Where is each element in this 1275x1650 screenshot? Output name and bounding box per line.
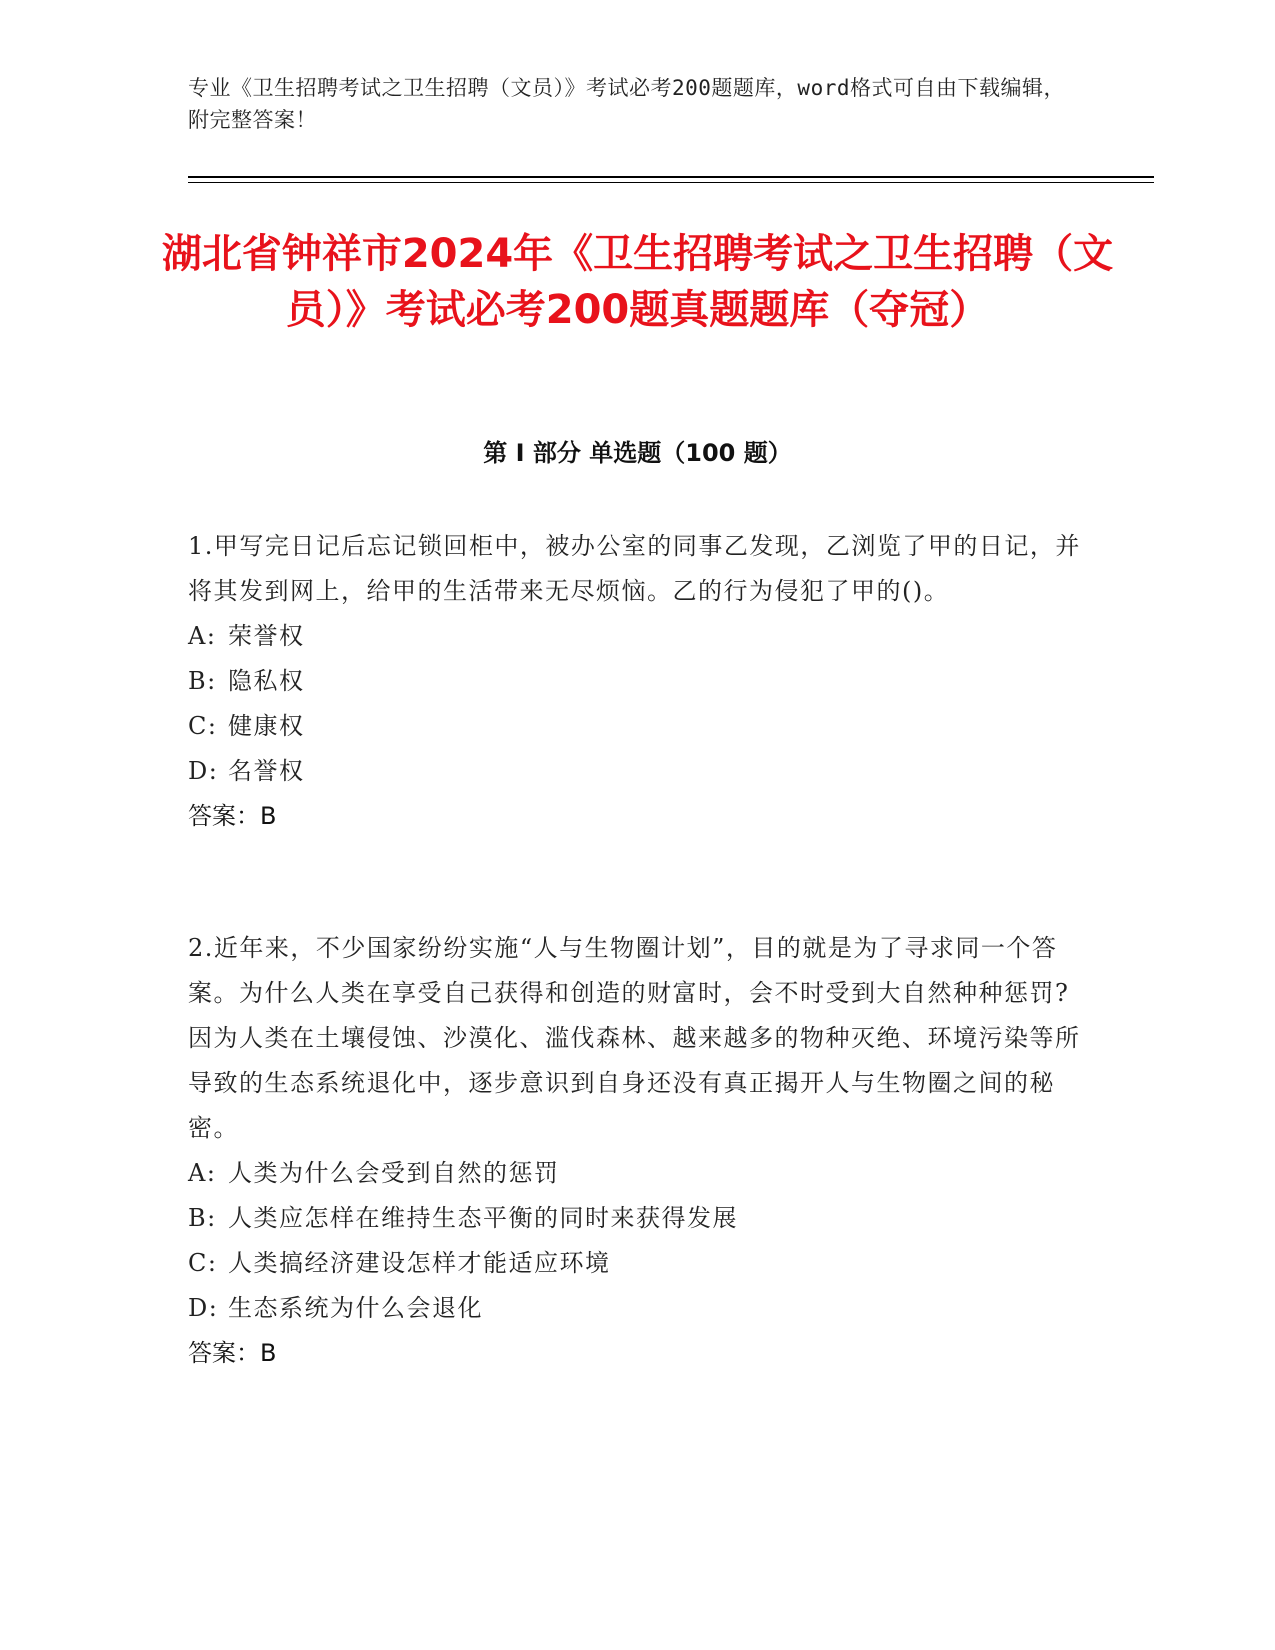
option-text: 人类应怎样在维持生态平衡的同时来获得发展 [228, 1204, 738, 1232]
question-stem: 1.甲写完日记后忘记锁回柜中，被办公室的同事乙发现，乙浏览了甲的日记，并将其发到网上，给甲的生活带来无尽烦恼。乙的行为侵犯了甲的()。 [188, 532, 1081, 605]
header-divider-thin [188, 182, 1154, 183]
section-title: 第 I 部分 单选题（100 题） [483, 439, 792, 467]
option-text: 健康权 [228, 712, 305, 740]
option-key: C: [188, 1249, 218, 1277]
option-key: A: [188, 1159, 217, 1187]
option-text: 隐私权 [228, 667, 305, 695]
header-note: 专业《卫生招聘考试之卫生招聘（文员）》考试必考200题题库，word格式可自由下载编辑，附完整答案！ [188, 76, 1065, 132]
option-key: D: [188, 757, 219, 785]
option-key: B: [188, 1204, 217, 1232]
option-text: 荣誉权 [228, 622, 305, 650]
option-key: D: [188, 1294, 219, 1322]
answer-line: 答案：B [188, 1339, 277, 1367]
option-text: 生态系统为什么会退化 [228, 1294, 483, 1322]
option-key: C: [188, 712, 218, 740]
option-d [188, 749, 1088, 794]
answer-line: 答案：B [188, 802, 277, 830]
option-c [188, 704, 1088, 749]
option-key: A: [188, 622, 217, 650]
option-d [188, 1286, 1088, 1331]
option-text: 名誉权 [228, 757, 305, 785]
question-stem: 2.近年来，不少国家纷纷实施“人与生物圈计划”，目的就是为了寻求同一个答案。为什么人类在享受自己获得和创造的财富时，会不时受到大自然种种惩罚?因为人类在土壤侵蚀、沙漠化、滥伐森林、越来越多的物种灭绝、环境污染等所导致的生态系统退化中，逐步意识到自身还没有真正揭开人与生物圈之间的秘密。 [188, 934, 1081, 1142]
option-c [188, 1241, 1088, 1286]
option-a [188, 1151, 1088, 1196]
option-b [188, 659, 1088, 704]
option-text: 人类为什么会受到自然的惩罚 [228, 1159, 560, 1187]
question-block [188, 926, 1088, 1376]
header-divider-thick [188, 176, 1154, 178]
document-title: 湖北省钟祥市2024年《卫生招聘考试之卫生招聘（文员）》考试必考200题真题题库（夺冠） [161, 231, 1114, 333]
question-block [188, 524, 1088, 839]
option-b [188, 1196, 1088, 1241]
option-key: B: [188, 667, 217, 695]
option-text: 人类搞经济建设怎样才能适应环境 [228, 1249, 611, 1277]
option-a [188, 614, 1088, 659]
